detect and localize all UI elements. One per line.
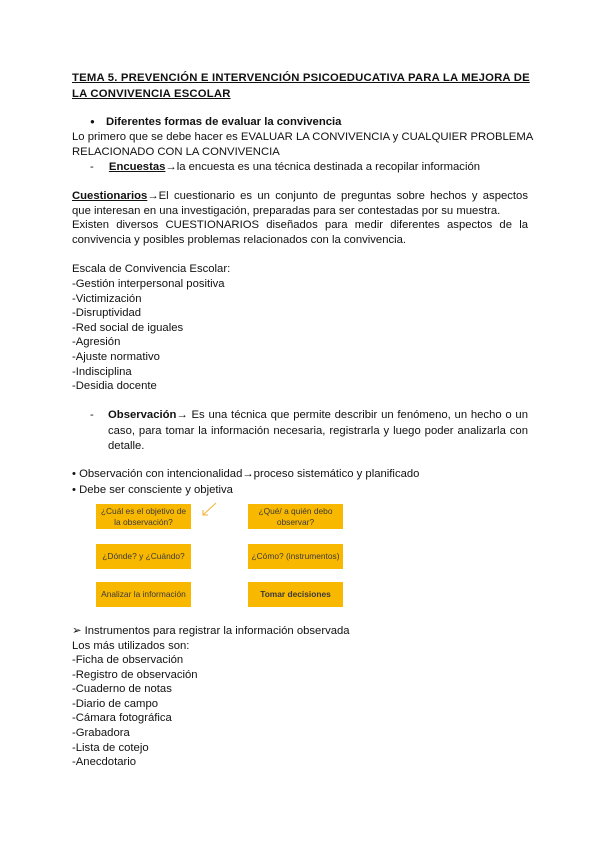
list-item: -Diario de campo [72, 697, 159, 710]
arrow-icon [199, 501, 221, 519]
list-item: -Cámara fotográfica [72, 712, 172, 725]
list-item: -Desidia docente [72, 380, 157, 393]
cuestionarios-paragraph [72, 189, 528, 218]
box-text: observar? [276, 516, 315, 527]
observacion-text: → Es una técnica que permite describir un fenómeno, un hecho o un caso, para tomar la información necesaria, registrarla y luego poder analizarla con detalle. [108, 409, 528, 452]
list-item: -Cuaderno de notas [72, 683, 172, 696]
box-text: Tomar decisiones [260, 589, 331, 599]
section-heading-text: Diferentes formas de evaluar la convivencia [105, 116, 342, 128]
encuestas-item [90, 160, 480, 175]
list-item: -Gestión interpersonal positiva [72, 278, 225, 290]
escala-title: Escala de Convivencia Escolar: [72, 263, 231, 275]
escala-list [72, 277, 225, 394]
box-analizar [96, 582, 191, 607]
observacion-point-2: • Debe ser consciente y objetiva [72, 484, 233, 496]
box-text: ¿Cuál es el objetivo de [100, 505, 187, 516]
list-item: -Grabadora [72, 726, 130, 739]
encuestas-term: Encuestas [108, 161, 166, 173]
box-que-observar [248, 504, 343, 529]
cuestionarios-text: →El cuestionario es un conjunto de preguntas sobre hechos y aspectos que interesan en una investigación, preparadas para ser contestadas por su muestra. [72, 190, 528, 217]
observacion-term: Observación [108, 409, 177, 421]
section-heading [90, 115, 341, 129]
list-item: -Victimización [72, 292, 142, 305]
observacion-point-1: • Observación con intencionalidad→proceso sistemático y planificado [72, 468, 420, 480]
box-text: ¿Qué/ a quién debo [258, 505, 333, 516]
box-text: ¿Dónde? y ¿Cuándo? [102, 551, 185, 561]
observacion-paragraph [108, 408, 528, 455]
list-item: -Anecdotario [72, 756, 137, 769]
list-item: -Registro de observación [72, 668, 198, 681]
title-line-2: LA CONVIVENCIA ESCOLAR [72, 88, 231, 100]
encuestas-text: →la encuesta es una técnica destinada a recopilar información [165, 161, 481, 173]
page-title [72, 70, 528, 102]
list-item: -Agresión [72, 336, 121, 349]
list-item: -Lista de cotejo [72, 741, 149, 754]
box-como [248, 544, 343, 569]
box-donde-cuando [96, 544, 191, 569]
list-item: -Ajuste normativo [72, 350, 160, 363]
cuestionarios-paragraph-2: Existen diversos CUESTIONARIOS diseñados para medir diferentes aspectos de la convivencia y posibles problemas relacionados con la convivencia. [72, 219, 528, 246]
box-text: ¿Cómo? (instrumentos) [251, 551, 340, 561]
dash: - [90, 161, 94, 173]
cuestionarios-term: Cuestionarios [72, 190, 148, 202]
bullet: ● [90, 117, 95, 126]
box-decisiones [248, 582, 343, 607]
intro-line-2: RELACIONADO CON LA CONVIVENCIA [72, 146, 280, 158]
instrumentos-subheading: Los más utilizados son: [72, 640, 190, 652]
instrumentos-list [72, 653, 198, 770]
title-line-1: TEMA 5. PREVENCIÓN E INTERVENCIÓN PSICOEDUCATIVA PARA LA MEJORA DE [72, 72, 530, 84]
intro-line-1: Lo primero que se debe hacer es EVALUAR LA CONVIVENCIA y CUALQUIER PROBLEMA [72, 131, 534, 143]
instrumentos-heading: ➢ Instrumentos para registrar la información observada [72, 625, 350, 637]
box-text: Analizar la información [101, 589, 186, 599]
list-item: -Indisciplina [72, 365, 132, 378]
list-item: -Red social de iguales [72, 321, 184, 334]
observacion-dash: - [90, 409, 94, 421]
list-item: -Ficha de observación [72, 654, 184, 666]
list-item: -Disruptividad [72, 307, 142, 320]
box-text: la observación? [114, 516, 173, 527]
box-objetivo [96, 504, 191, 529]
